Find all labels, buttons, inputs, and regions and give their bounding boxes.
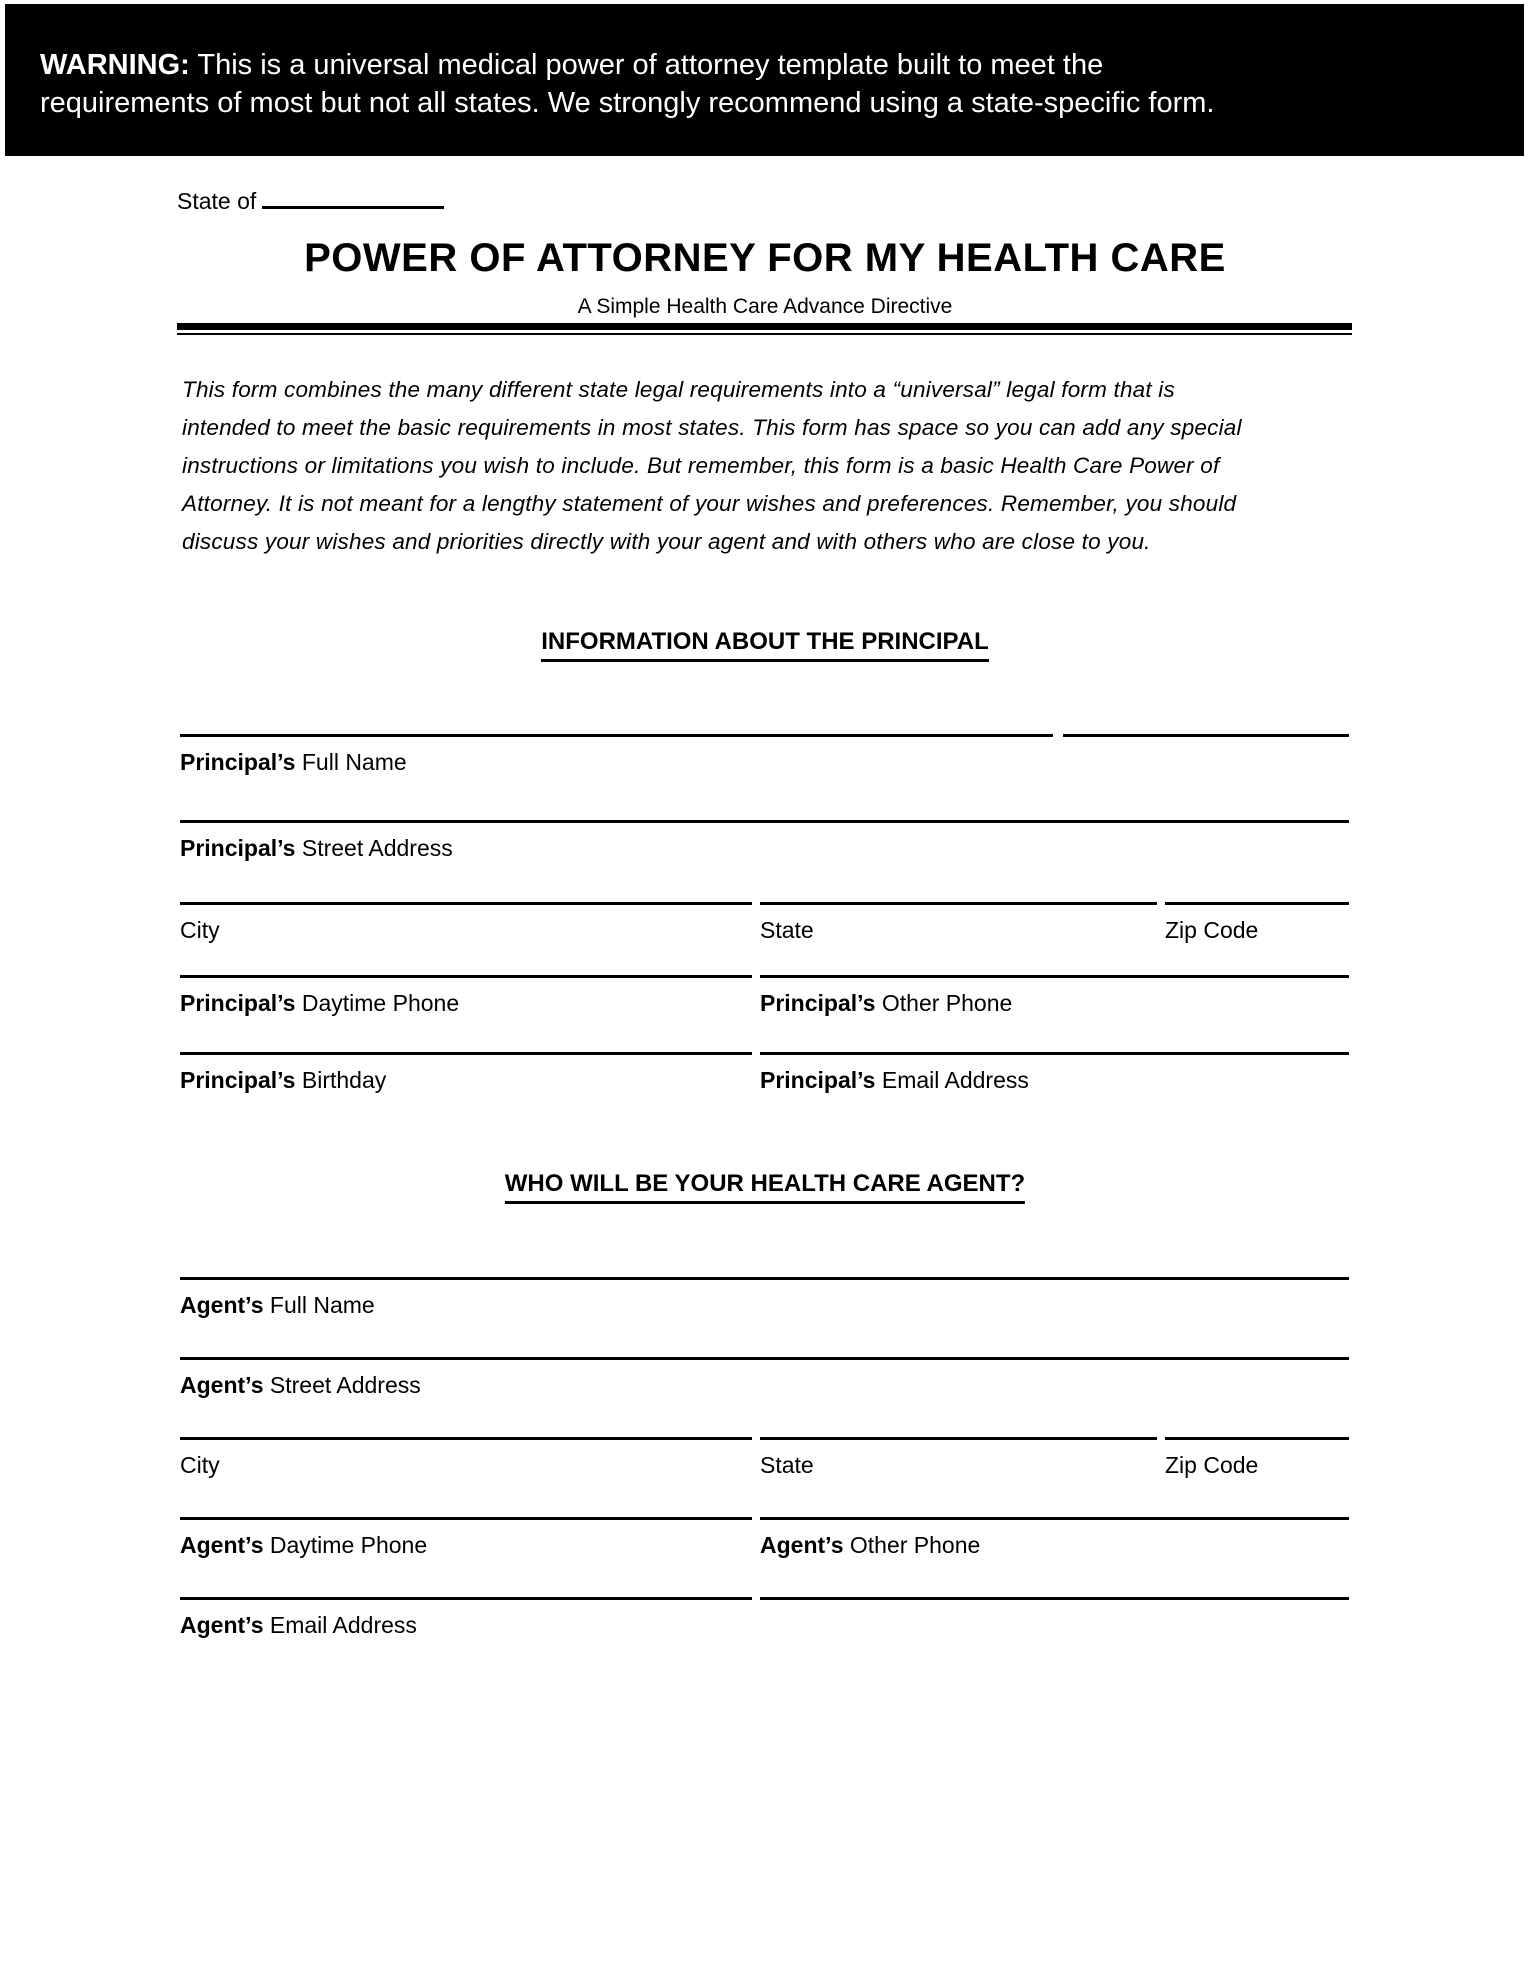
agent-state-label: State xyxy=(760,1452,814,1478)
principal-email-field xyxy=(760,1052,1349,1094)
intro-line: instructions or limitations you wish to include. But remember, this form is a basic Health Care Power of xyxy=(182,453,1220,478)
principal-street-label: Principal’s Street Address xyxy=(180,835,453,861)
principal-section-heading: INFORMATION ABOUT THE PRINCIPAL xyxy=(0,628,1530,662)
principal-zip-field xyxy=(1165,902,1349,944)
principal-daytime-phone-field xyxy=(180,975,752,1017)
principal-birthday-label: Principal’s Birthday xyxy=(180,1067,387,1093)
agent-email-field xyxy=(180,1597,752,1639)
agent-state-field xyxy=(760,1437,1157,1479)
intro-line: Attorney. It is not meant for a lengthy statement of your wishes and preferences. Remember, you should xyxy=(182,491,1237,516)
principal-daytime-phone-label: Principal’s Daytime Phone xyxy=(180,990,460,1016)
intro-line: discuss your wishes and priorities directly with your agent and with others who are close to you. xyxy=(182,529,1151,554)
principal-state-field xyxy=(760,902,1157,944)
agent-city-field xyxy=(180,1437,752,1479)
page-subtitle: A Simple Health Care Advance Directive xyxy=(577,295,953,318)
agent-zip-field xyxy=(1165,1437,1349,1479)
warning-prefix: WARNING: xyxy=(40,49,190,81)
principal-full-name-extra-field xyxy=(1063,734,1349,776)
agent-other-phone-field xyxy=(760,1517,1349,1559)
principal-birthday-field xyxy=(180,1052,752,1094)
principal-other-phone-label: Principal’s Other Phone xyxy=(760,990,1013,1016)
principal-street-row xyxy=(180,820,1349,862)
page-title: POWER OF ATTORNEY FOR MY HEALTH CARE xyxy=(304,236,1226,280)
agent-street-field xyxy=(180,1357,1349,1399)
state-of-label: State of xyxy=(177,188,257,214)
agent-street-row xyxy=(180,1357,1349,1399)
principal-email-label: Principal’s Email Address xyxy=(760,1067,1029,1093)
agent-full-name-field xyxy=(180,1277,1349,1319)
intro-line: This form combines the many different state legal requirements into a “universal” legal form that is xyxy=(182,377,1175,402)
agent-other-phone-label: Agent’s Other Phone xyxy=(760,1532,981,1558)
principal-city-field xyxy=(180,902,752,944)
state-of-blank-line xyxy=(262,183,444,209)
agent-phones-row xyxy=(180,1517,1349,1559)
agent-daytime-phone-label: Agent’s Daytime Phone xyxy=(180,1532,428,1558)
agent-full-name-label: Agent’s Full Name xyxy=(180,1292,375,1318)
principal-birthday-email-row xyxy=(180,1052,1349,1094)
intro-paragraph xyxy=(182,371,1382,561)
rule-thin-line xyxy=(177,333,1352,335)
state-of-row xyxy=(177,183,444,215)
principal-full-name-row xyxy=(180,734,1349,776)
warning-banner xyxy=(5,4,1524,156)
agent-email-extra-field xyxy=(760,1597,1349,1639)
principal-city-label: City xyxy=(180,917,220,943)
principal-street-field xyxy=(180,820,1349,862)
agent-street-label: Agent’s Street Address xyxy=(180,1372,421,1398)
double-rule xyxy=(177,323,1352,335)
agent-email-row xyxy=(180,1597,1349,1639)
principal-city-state-zip-row xyxy=(180,902,1349,944)
principal-other-phone-field xyxy=(760,975,1349,1017)
principal-full-name-field xyxy=(180,734,1053,776)
warning-line-2: requirements of most but not all states. We strongly recommend using a state-specific form. xyxy=(40,87,1215,119)
agent-zip-label: Zip Code xyxy=(1165,1452,1259,1478)
agent-daytime-phone-field xyxy=(180,1517,752,1559)
agent-city-label: City xyxy=(180,1452,220,1478)
agent-city-state-zip-row xyxy=(180,1437,1349,1479)
agent-full-name-row xyxy=(180,1277,1349,1319)
principal-phones-row xyxy=(180,975,1349,1017)
principal-zip-label: Zip Code xyxy=(1165,917,1259,943)
warning-line-1: WARNING: This is a universal medical power of attorney template built to meet the xyxy=(40,49,1104,81)
agent-section-heading: WHO WILL BE YOUR HEALTH CARE AGENT? xyxy=(0,1170,1530,1204)
intro-line: intended to meet the basic requirements in most states. This form has space so you can add any special xyxy=(182,415,1242,440)
rule-thick-line xyxy=(177,323,1352,330)
principal-state-label: State xyxy=(760,917,814,943)
principal-full-name-label: Principal’s Full Name xyxy=(180,749,407,775)
agent-email-label: Agent’s Email Address xyxy=(180,1612,417,1638)
